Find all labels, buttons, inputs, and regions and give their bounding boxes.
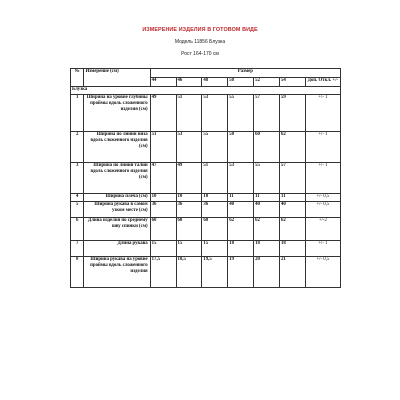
value-cell: 55 xyxy=(228,95,254,132)
value-cell: 53 xyxy=(228,163,254,194)
table-row xyxy=(71,202,341,218)
value-cell: 47 xyxy=(150,163,176,194)
value-cell: 18,5 xyxy=(176,257,202,288)
model-label: Модель 11856 Блузка xyxy=(174,39,226,45)
document-title: ИЗМЕРЕНИЕ ИЗДЕЛИЯ В ГОТОВОМ ВИДЕ xyxy=(142,27,258,33)
size-cell: 46 xyxy=(176,78,202,87)
value-cell: 58 xyxy=(228,132,254,163)
measure-name: Ширина плеча (см) xyxy=(84,194,150,202)
value-cell: 36 xyxy=(150,202,176,218)
value-cell: 51 xyxy=(202,163,228,194)
value-cell: 60 xyxy=(176,218,202,241)
tolerance-header: Доп. Откл. +/- xyxy=(305,78,340,87)
value-cell: 18 xyxy=(228,241,254,257)
section-label: Блузка xyxy=(71,87,341,95)
row-number: 1 xyxy=(71,95,84,132)
size-header: Размер xyxy=(150,69,340,78)
value-cell: 11 xyxy=(279,194,305,202)
value-cell: 11 xyxy=(228,194,254,202)
row-number: 7 xyxy=(71,241,84,257)
value-cell: 10 xyxy=(202,194,228,202)
value-cell: 36 xyxy=(176,202,202,218)
measure-name: Ширина на уровне глубины проймы вдоль сложенного изделия (см) xyxy=(84,95,150,132)
value-cell: 20 xyxy=(254,257,280,288)
value-cell: 55 xyxy=(254,163,280,194)
header-row xyxy=(71,69,341,78)
section-row xyxy=(71,87,341,95)
value-cell: 62 xyxy=(254,218,280,241)
table-row xyxy=(71,257,341,288)
value-cell: 40 xyxy=(228,202,254,218)
row-number: 5 xyxy=(71,202,84,218)
value-cell: 55 xyxy=(202,132,228,163)
value-cell: 60 xyxy=(202,218,228,241)
measure-name: Ширина по линии низа вдоль сложенного изделия (см) xyxy=(84,132,150,163)
value-cell: 40 xyxy=(279,202,305,218)
value-cell: 11 xyxy=(254,194,280,202)
table-row xyxy=(71,132,341,163)
table-row xyxy=(71,163,341,194)
tolerance-cell: +/-2 xyxy=(305,218,340,241)
value-cell: 17,5 xyxy=(150,257,176,288)
size-cell: 52 xyxy=(254,78,280,87)
measure-name: Длина изделия по среднему шву спинки (см) xyxy=(84,218,150,241)
height-label: Рост 164-170 см xyxy=(181,51,219,57)
tolerance-cell: +/- 0,5 xyxy=(305,202,340,218)
size-cell: 44 xyxy=(150,78,176,87)
tolerance-cell: +/- 1 xyxy=(305,163,340,194)
tolerance-cell: +/- 0,5 xyxy=(305,257,340,288)
measure-name: Ширина по линии талии вдоль сложенного изделия (см) xyxy=(84,163,150,194)
value-cell: 53 xyxy=(176,132,202,163)
size-cell: 50 xyxy=(228,78,254,87)
value-cell: 19 xyxy=(228,257,254,288)
tolerance-cell: +/- 1 xyxy=(305,95,340,132)
value-cell: 60 xyxy=(254,132,280,163)
measure-name: Длина рукава xyxy=(84,241,150,257)
value-cell: 15 xyxy=(150,241,176,257)
value-cell: 49 xyxy=(150,95,176,132)
tolerance-cell: +/- 0,5 xyxy=(305,194,340,202)
value-cell: 51 xyxy=(176,95,202,132)
value-cell: 10 xyxy=(176,194,202,202)
value-cell: 15 xyxy=(202,241,228,257)
row-number: 4 xyxy=(71,194,84,202)
value-cell: 19,5 xyxy=(202,257,228,288)
size-cell: 54 xyxy=(279,78,305,87)
row-number: 2 xyxy=(71,132,84,163)
value-cell: 62 xyxy=(279,132,305,163)
value-cell: 53 xyxy=(202,95,228,132)
value-cell: 40 xyxy=(254,202,280,218)
value-cell: 18 xyxy=(254,241,280,257)
measure-name: Ширина рукава на уровне проймы вдоль сложенного изделия xyxy=(84,257,150,288)
value-cell: 62 xyxy=(279,218,305,241)
value-cell: 57 xyxy=(279,163,305,194)
value-cell: 49 xyxy=(176,163,202,194)
value-cell: 21 xyxy=(279,257,305,288)
measurement-table xyxy=(70,68,341,288)
value-cell: 51 xyxy=(150,132,176,163)
measure-header: Измерение (см) xyxy=(84,69,150,87)
value-cell: 62 xyxy=(228,218,254,241)
table-row xyxy=(71,241,341,257)
row-number: 8 xyxy=(71,257,84,288)
row-number: 6 xyxy=(71,218,84,241)
measure-name: Ширина рукава в самом узком месте (см) xyxy=(84,202,150,218)
num-header: № xyxy=(71,69,84,87)
tolerance-cell: +/- 1 xyxy=(305,241,340,257)
value-cell: 60 xyxy=(150,218,176,241)
value-cell: 57 xyxy=(254,95,280,132)
value-cell: 15 xyxy=(176,241,202,257)
table-row xyxy=(71,218,341,241)
value-cell: 59 xyxy=(279,95,305,132)
value-cell: 36 xyxy=(202,202,228,218)
size-cell: 48 xyxy=(202,78,228,87)
table-row xyxy=(71,95,341,132)
table-row xyxy=(71,194,341,202)
value-cell: 10 xyxy=(150,194,176,202)
row-number: 3 xyxy=(71,163,84,194)
value-cell: 18 xyxy=(279,241,305,257)
tolerance-cell: +/- 1 xyxy=(305,132,340,163)
